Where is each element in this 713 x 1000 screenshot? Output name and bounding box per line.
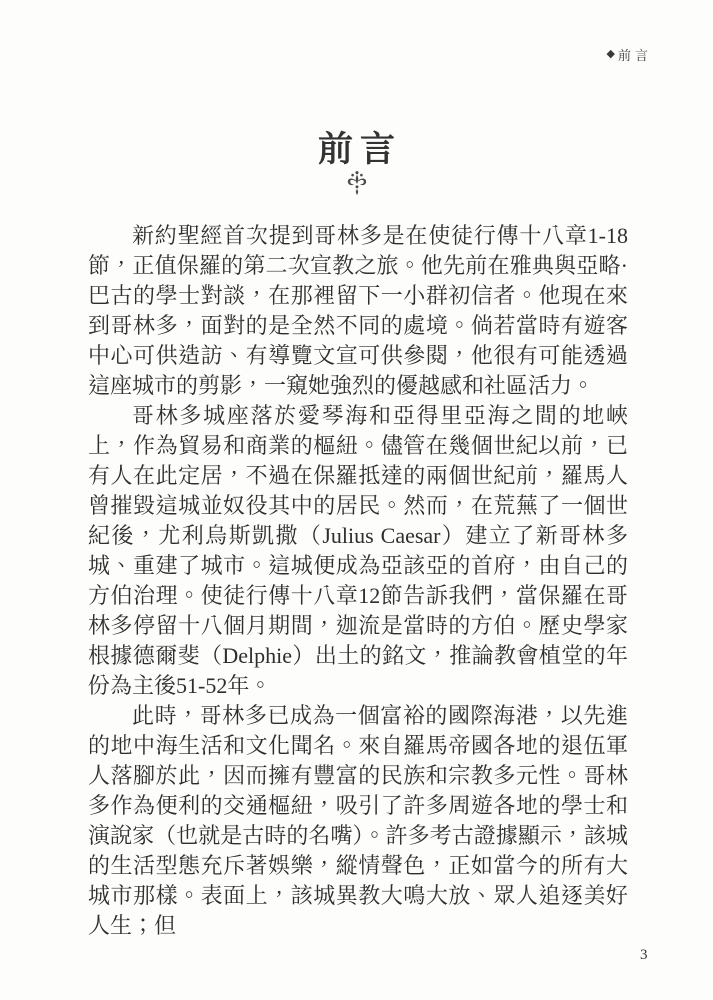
ornament-container [0,170,713,197]
paragraph: 哥林多城座落於愛琴海和亞得里亞海之間的地峽上，作為貿易和商業的樞紐。儘管在幾個世紀以前，已有人在此定居，不過在保羅抵達的兩個世紀前，羅馬人曾摧毀這城並奴役其中的居民。然而，在荒蕪了一個世紀後，尤利烏斯凱撒（Julius Caesar）建立了新哥林多城、重建了城市。這城便成為亞該亞的首府，由自己的方伯治理。使徒行傳十八章12節告訴我們，當保羅在哥林多停留十八個月期間，迦流是當時的方伯。歷史學家根據德爾斐（Delphie）出土的銘文，推論教會植堂的年份為主後51-52年。 [88,403,628,698]
body-text [88,221,628,941]
running-header [607,45,652,64]
running-header-title: 前言 [617,48,652,63]
paragraph: 此時，哥林多已成為一個富裕的國際海港，以先進的地中海生活和文化聞名。來自羅馬帝國各地的退伍軍人落腳於此，因而擁有豐富的民族和宗教多元性。哥林多作為便利的交通樞紐，吸引了許多周遊各地的學士和演說家（也就是古時的名嘴）。許多考古證據顯示，該城的生活型態充斥著娛樂，縱情聲色，正如當今的所有大城市那樣。表面上，該城異教大鳴大放、眾人追逐美好人生；但 [88,703,628,938]
paragraph: 新約聖經首次提到哥林多是在使徒行傳十八章1-18節，正值保羅的第二次宣教之旅。他先前在雅典與亞略·巴古的學士對談，在那裡留下一小群初信者。他現在來到哥林多，面對的是全然不同的處境。倘若當時有遊客中心可供造訪、有導覽文宣可供參閱，他很有可能透過這座城市的剪影，一窺她強烈的優越感和社區活力。 [88,223,628,398]
diamond-icon: ◆ [606,48,615,60]
page-number: 3 [640,947,648,963]
chapter-title: 前言 [317,130,402,169]
fleur-de-lis-icon [346,170,368,197]
